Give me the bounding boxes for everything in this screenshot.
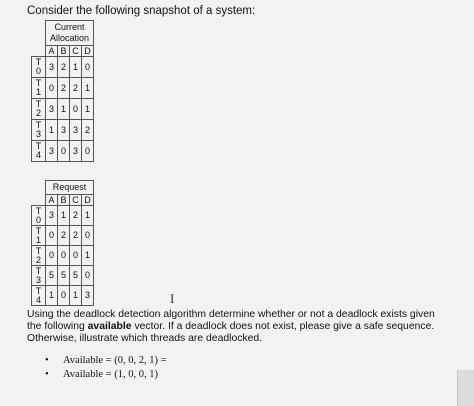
table-cell: 3 (82, 286, 94, 306)
table-row (32, 286, 94, 306)
thread-label: T 2 (32, 246, 46, 266)
column-header: C (70, 46, 82, 57)
column-header: C (70, 195, 82, 206)
table-cell: 5 (46, 266, 58, 286)
allocation-table (31, 20, 94, 162)
table-row (32, 226, 94, 246)
column-header: D (82, 46, 94, 57)
question-text: Using the deadlock detection algorithm determine whether or not a deadlock exists given the following available vector. If a deadlock does not exist, please give a safe sequence. Otherwise, illustrate which threads are deadlocked. (27, 309, 435, 344)
thread-label: T 3 (32, 120, 46, 141)
table-row (32, 141, 94, 162)
column-header: B (58, 46, 70, 57)
table-cell: 2 (58, 226, 70, 246)
table-row (32, 266, 94, 286)
table-cell: 1 (82, 206, 94, 226)
table-cell: 1 (82, 78, 94, 99)
allocation-title: Current Allocation (46, 21, 94, 46)
thread-label: T 2 (32, 99, 46, 120)
request-table (31, 180, 94, 306)
table-cell: 2 (58, 78, 70, 99)
request-header-corner (32, 195, 46, 206)
intro-text: Consider the following snapshot of a system: (27, 5, 256, 17)
table-cell: 3 (46, 206, 58, 226)
thread-label: T 4 (32, 286, 46, 306)
table-cell: 1 (58, 206, 70, 226)
table-cell: 3 (46, 99, 58, 120)
table-cell: 3 (46, 141, 58, 162)
table-cell: 2 (70, 78, 82, 99)
table-cell: 1 (70, 57, 82, 78)
thread-label: T 1 (32, 78, 46, 99)
table-cell: 1 (70, 286, 82, 306)
table-cell: 0 (46, 78, 58, 99)
table-cell: 0 (70, 246, 82, 266)
column-header: A (46, 46, 58, 57)
column-header: A (46, 195, 58, 206)
table-cell: 0 (58, 286, 70, 306)
table-cell: 2 (70, 206, 82, 226)
thread-label: T 0 (32, 206, 46, 226)
table-cell: 5 (58, 266, 70, 286)
table-row (32, 120, 94, 141)
table-cell: 3 (70, 120, 82, 141)
table-row (32, 99, 94, 120)
allocation-corner (32, 21, 46, 46)
thread-label: T 0 (32, 57, 46, 78)
table-cell: 0 (58, 141, 70, 162)
table-cell: 0 (46, 226, 58, 246)
table-cell: 2 (82, 120, 94, 141)
available-item: • Available = (0, 0, 2, 1) = (45, 355, 167, 366)
table-cell: 1 (82, 99, 94, 120)
table-cell: 3 (46, 57, 58, 78)
column-header: B (58, 195, 70, 206)
table-cell: 0 (58, 246, 70, 266)
table-cell: 5 (70, 266, 82, 286)
text-cursor-icon: I (170, 291, 175, 306)
thread-label: T 3 (32, 266, 46, 286)
request-corner (32, 181, 46, 195)
table-cell: 1 (46, 286, 58, 306)
available-item: • Available = (1, 0, 0, 1) (45, 369, 158, 380)
table-row (32, 246, 94, 266)
table-cell: 2 (58, 57, 70, 78)
table-cell: 0 (46, 246, 58, 266)
table-cell: 2 (70, 226, 82, 246)
table-cell: 0 (82, 226, 94, 246)
table-cell: 1 (82, 246, 94, 266)
thread-label: T 1 (32, 226, 46, 246)
table-cell: 1 (58, 99, 70, 120)
table-cell: 0 (70, 99, 82, 120)
table-row (32, 78, 94, 99)
table-cell: 0 (82, 57, 94, 78)
table-row (32, 57, 94, 78)
table-cell: 3 (58, 120, 70, 141)
table-cell: 0 (82, 141, 94, 162)
allocation-header-corner (32, 46, 46, 57)
request-title: Request (46, 181, 94, 195)
table-cell: 0 (82, 266, 94, 286)
thread-label: T 4 (32, 141, 46, 162)
table-row (32, 206, 94, 226)
column-header: D (82, 195, 94, 206)
table-cell: 1 (46, 120, 58, 141)
question-bold-word: available (87, 321, 132, 332)
table-cell: 3 (70, 141, 82, 162)
page-edge-shadow (457, 370, 474, 406)
